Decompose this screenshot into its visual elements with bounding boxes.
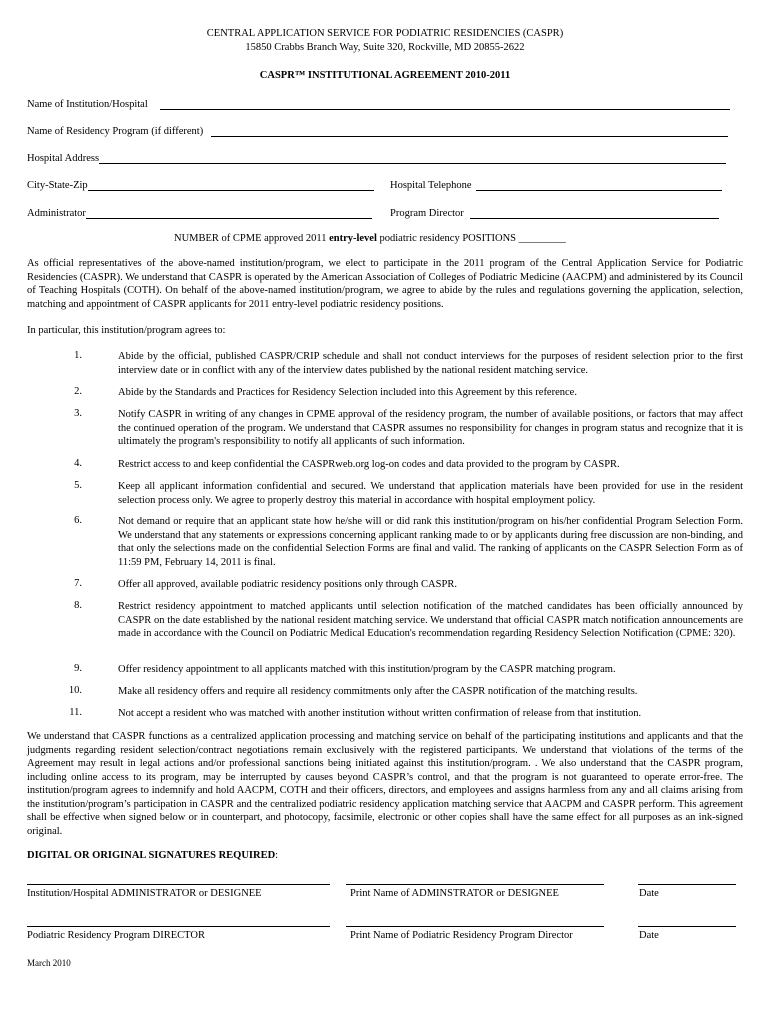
list-item-number: 11. — [69, 707, 82, 718]
list-item-text: Keep all applicant information confidential and secured. We understand that application materials have been provided for use in the resident selection process only. We agree to properly destroy this material in accordance with hospital employment policy. — [118, 481, 743, 506]
positions-suffix: podiatric residency POSITIONS _________ — [376, 233, 566, 244]
org-address: 15850 Crabbs Branch Way, Suite 320, Rockville, MD 20855-2622 — [245, 42, 525, 53]
admin-signature-line[interactable] — [27, 884, 330, 885]
director-signature-line[interactable] — [27, 926, 330, 927]
list-item-number: 9. — [74, 663, 82, 674]
agrees-text: In particular, this institution/program agrees to: — [27, 325, 226, 336]
city-field[interactable] — [27, 178, 374, 191]
list-item-number: 10. — [68, 685, 82, 696]
program-line[interactable] — [211, 126, 728, 137]
telephone-field[interactable] — [390, 178, 722, 191]
list-item-number: 8. — [74, 600, 82, 611]
list-item-number: 7. — [74, 578, 82, 589]
admin-date-label: Date — [639, 888, 659, 899]
list-item-number: 3. — [74, 408, 82, 419]
director-label: Program Director — [390, 208, 464, 219]
list-item-text: Offer residency appointment to all applicants matched with this institution/program by the CASPR matching program. — [118, 664, 616, 675]
list-item-text: Notify CASPR in writing of any changes in CPME approval of the residency program, the number of available positions, or factors that may affect the continued operation of the program. We understand that CASPR assumes no responsibility for changes in program status and recognize that it is ultimately the program's responsibility to notify all applicants of such information. — [118, 409, 743, 447]
org-name: CENTRAL APPLICATION SERVICE FOR PODIATRIC RESIDENCIES (CASPR) — [206, 28, 564, 39]
intro-paragraph: As official representatives of the above-named institution/program, we elect to participate in the 2011 program of the Central Application Service for Podiatric Residencies (CASPR). We understand that CASPR is operated by the American Association of Colleges of Podiatric Medicine (AACPM) and administered by its Council of Teaching Hospitals (COTH). On behalf of the above-named institution/program, we agree to abide by the rules and regulations governing the application, selection, matching and appointment of CASPR applicants for 2011 entry-level podiatric residency positions. — [27, 258, 743, 310]
address-field[interactable] — [27, 151, 726, 164]
footer-date: March 2010 — [27, 958, 71, 968]
telephone-line[interactable] — [476, 180, 722, 191]
director-line[interactable] — [470, 208, 719, 219]
positions-prefix: NUMBER of CPME approved 2011 — [174, 233, 330, 244]
admin-date-line[interactable] — [638, 884, 736, 885]
city-label: City-State-Zip — [27, 180, 88, 191]
list-item-text: Abide by the official, published CASPR/CRIP schedule and shall not conduct interviews for the purposes of resident selection prior to the first interview date or in conflict with any of the interview dates published by the national resident matching service. — [118, 351, 743, 376]
admin-signature-label: Institution/Hospital ADMINISTRATOR or DESIGNEE — [27, 888, 262, 899]
list-item-number: 1. — [74, 350, 82, 361]
administrator-field[interactable] — [27, 206, 372, 219]
document-title: CASPR™ INSTITUTIONAL AGREEMENT 2010-2011 — [259, 70, 511, 81]
positions-bold: entry-level — [329, 233, 377, 244]
list-item-text: Make all residency offers and require all residency commitments only after the CASPR notification of the matching results. — [118, 686, 638, 697]
program-label: Name of Residency Program (if different) — [27, 126, 204, 137]
signatures-heading-colon: : — [275, 850, 279, 861]
closing-paragraph: We understand that CASPR functions as a centralized application processing and matching service on behalf of the participating institutions and applicants and that the judgments regarding resident selection/contract negotiations remain exclusively with the registered participants. We understand that violations of the terms of the Agreement may result in legal actions and/or professional sanctions being initiated against this institution/program. . We also understand that the CASPR program, including online access to its program, may be interrupted by causes beyond CASPR’s control, and that the program is not guaranteed to operate error-free. The institution/program agrees to indemnify and hold AACPM, COTH and their officers, directors, and employees and assigns harmless from any and all claims arising from the institution/program’s participation in CASPR and the centralized podiatric residency application matching service that AACPM and CASPR perform. This agreement shall be effective when signed below or in counterpart, and photocopy, facsimile, electronic or other copies shall have the same effect for all purposes as an ink-signed original. — [27, 731, 743, 837]
administrator-line[interactable] — [86, 208, 372, 219]
address-label: Hospital Address — [27, 153, 100, 164]
positions-line[interactable] — [174, 233, 566, 244]
institution-field[interactable] — [27, 97, 730, 110]
institution-label: Name of Institution/Hospital — [27, 99, 148, 110]
list-item-number: 5. — [74, 480, 82, 491]
list-item-number: 2. — [74, 386, 82, 397]
list-item-text: Restrict access to and keep confidential the CASPRweb.org log-on codes and data provided to the program by CASPR. — [118, 459, 620, 470]
city-line[interactable] — [88, 180, 374, 191]
director-field[interactable] — [390, 206, 719, 219]
list-item-number: 4. — [74, 458, 82, 469]
address-line[interactable] — [99, 153, 726, 164]
list-item-text: Not demand or require that an applicant state how he/she will or did rank this institution/program on his/her confidential Program Selection Form. We understand that any statements or expressions concerning applicant ranking made to or by applicants during free discussion are non-binding, and that only the selections made on the confidential Selection Forms are final and valid. The ranking of applicants on the CASPR Selection Form as of 11:59 PM, February 14, 2011 is final. — [118, 516, 743, 568]
director-signature-label: Podiatric Residency Program DIRECTOR — [27, 930, 205, 941]
signatures-heading-text: DIGITAL OR ORIGINAL SIGNATURES REQUIRED — [27, 850, 276, 861]
admin-print-name-label: Print Name of ADMINSTRATOR or DESIGNEE — [350, 888, 559, 899]
director-date-line[interactable] — [638, 926, 736, 927]
list-item-text: Abide by the Standards and Practices for Residency Selection included into this Agreement by this reference. — [118, 387, 577, 398]
program-field[interactable] — [27, 124, 728, 137]
list-item-number: 6. — [74, 515, 82, 526]
director-date-label: Date — [639, 930, 659, 941]
list-item-text: Not accept a resident who was matched with another institution without written confirmation of release from that institution. — [118, 708, 642, 719]
admin-print-name-line[interactable] — [346, 884, 604, 885]
signatures-heading — [27, 850, 278, 861]
administrator-label: Administrator — [27, 208, 86, 219]
list-item-text: Restrict residency appointment to matched applicants until selection notification of the matched candidates has been officially announced by CASPR on the date established by the national resident matching service. We understand that official CASPR match notification announcements are made in accordance with the Council on Podiatric Medical Education's recommendation regarding Residency Selection Notification (CPME: 320). — [118, 601, 743, 639]
list-item-text: Offer all approved, available podiatric residency positions only through CASPR. — [118, 579, 457, 590]
director-print-name-label: Print Name of Podiatric Residency Program Director — [350, 930, 573, 941]
telephone-label: Hospital Telephone — [390, 180, 472, 191]
director-print-name-line[interactable] — [346, 926, 604, 927]
institution-line[interactable] — [160, 99, 730, 110]
